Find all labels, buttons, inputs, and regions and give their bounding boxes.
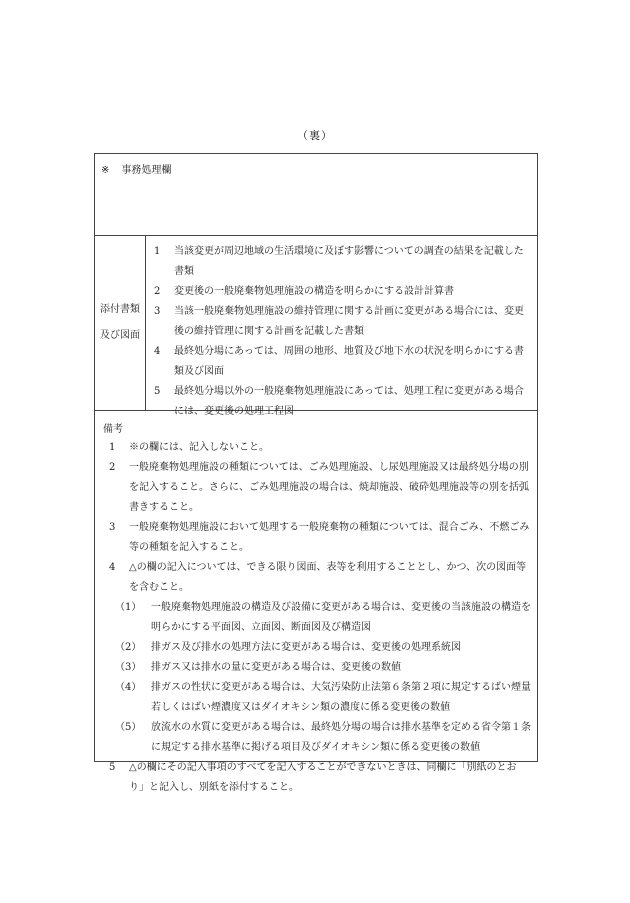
attachment-number: 3	[154, 306, 161, 317]
attachment-text: 最終処分場以外の一般廃棄物処理施設にあっては、処理工程に変更がある場合には、変更後の処理工程図	[174, 386, 524, 417]
page-title: （裏）	[297, 129, 333, 142]
note-item	[109, 758, 531, 798]
note-sub-text: 排ガス又は排水の量に変更がある場合は、変更後の数値	[151, 662, 401, 673]
note-text: 一般廃棄物処理施設の種類については、ごみ処理施設、し尿処理施設又は最終処分場の別を記入すること。さらに、ごみ処理施設の場合は、焼却施設、破砕処理施設等の別を括弧書きすること。	[129, 462, 529, 513]
note-number: 4	[109, 562, 116, 573]
attachment-item	[154, 382, 530, 422]
attachments-label-line2: 及び図面	[100, 330, 140, 341]
attachment-text: 当該一般廃棄物処理施設の維持管理に関する計画に変更がある場合には、変更後の維持管理に関する計画を記載した書類	[174, 306, 524, 337]
office-use-mark: ※	[101, 165, 110, 176]
attachment-item	[154, 282, 530, 302]
note-item	[109, 438, 531, 458]
attachment-text: 変更後の一般廃棄物処理施設の構造を明らかにする設計計算書	[174, 286, 454, 297]
attachment-item	[154, 242, 530, 282]
note-sub-text: 排ガスの性状に変更がある場合は、大気汚染防止法第６条第２項に規定するばい煙量若しくはばい煙濃度又はダイオキシン類の濃度に係る変更後の数値	[151, 682, 531, 713]
note-sub-text: 排ガス及び排水の処理方法に変更がある場合は、変更後の処理系統図	[151, 642, 461, 653]
notes-title: 備考	[103, 424, 123, 435]
note-sub-list	[115, 598, 531, 758]
note-sub-item	[115, 658, 531, 678]
attachment-number: 5	[154, 386, 161, 397]
attachments-section	[95, 236, 537, 417]
office-use-text: 事務処理欄	[121, 165, 172, 176]
note-sub-number: （1）	[115, 602, 142, 613]
note-text: ※の欄には、記入しないこと。	[129, 442, 269, 453]
attachments-label-line1: 添付書類	[100, 304, 140, 315]
note-sub-item	[115, 598, 531, 638]
office-use-label	[101, 161, 171, 176]
note-item	[109, 558, 531, 598]
attachment-item	[154, 302, 530, 342]
attachment-text: 最終処分場にあっては、周囲の地形、地質及び地下水の状況を明らかにする書類及び図面	[174, 346, 524, 377]
note-text: △の欄の記入については、できる限り図面、表等を利用することとし、かつ、次の図面等を含むこと。	[129, 562, 527, 593]
note-text: 一般廃棄物処理施設において処理する一般廃棄物の種類については、混合ごみ、不燃ごみ等の種類を記入すること。	[129, 522, 530, 553]
attachments-label	[95, 236, 146, 410]
note-sub-item	[115, 718, 531, 758]
notes-list	[109, 438, 531, 798]
note-text: △の欄にその記入事項のすべてを記入することができないときは、同欄に「別紙のとおり」と記入し、別紙を添付すること。	[129, 762, 517, 793]
note-number: 3	[109, 522, 116, 533]
attachment-item	[154, 342, 530, 382]
note-number: 5	[109, 762, 116, 773]
note-sub-item	[115, 678, 531, 718]
note-sub-number: （4）	[115, 682, 142, 693]
form-table	[94, 153, 538, 793]
attachment-text: 当該変更が周辺地域の生活環境に及ぼす影響についての調査の結果を記載した書類	[174, 246, 524, 277]
office-use-section	[95, 154, 537, 236]
note-sub-number: （5）	[115, 722, 142, 733]
note-sub-text: 一般廃棄物処理施設の構造及び設備に変更がある場合は、変更後の当該施設の構造を明らかにする平面図、立面図、断面図及び構造図	[151, 602, 531, 633]
attachment-number: 4	[154, 346, 161, 357]
attachment-number: 1	[154, 246, 161, 257]
note-sub-text: 放流水の水質に変更がある場合は、最終処分場の場合は排水基準を定める省令第１条に規定する排水基準に掲げる項目及びダイオキシン類に係る変更後の数値	[151, 722, 531, 753]
note-sub-number: （2）	[115, 642, 142, 653]
note-item	[109, 518, 531, 558]
attachments-list	[154, 242, 530, 422]
note-number: 2	[109, 462, 116, 473]
note-sub-list-wrapper	[109, 598, 531, 758]
note-sub-item	[115, 638, 531, 658]
attachment-number: 2	[154, 286, 161, 297]
note-item	[109, 458, 531, 518]
note-sub-number: （3）	[115, 662, 142, 673]
note-number: 1	[109, 442, 116, 453]
